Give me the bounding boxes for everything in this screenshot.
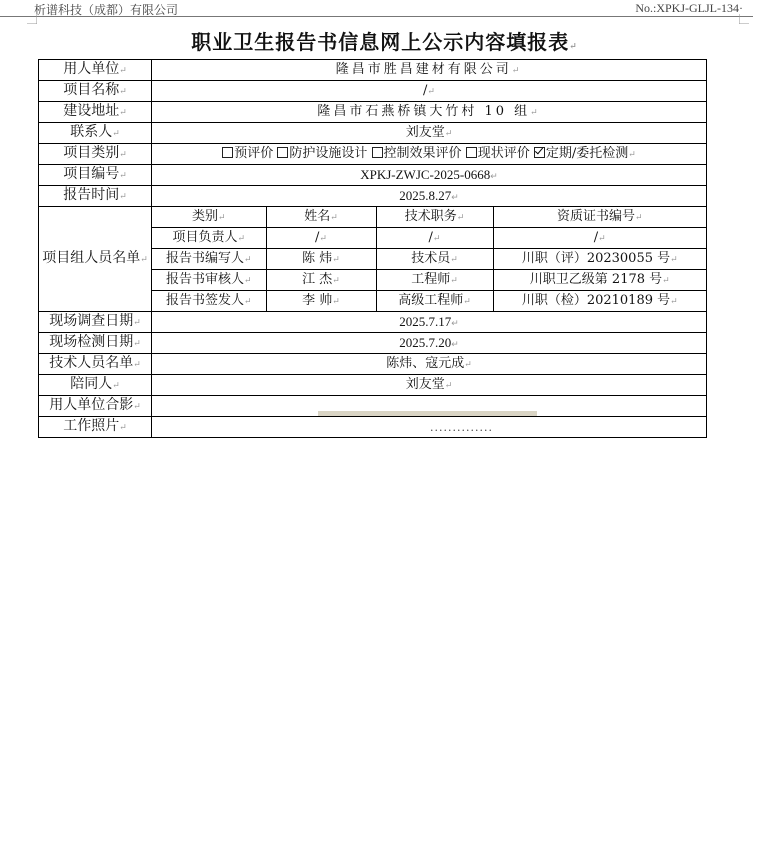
test-date-label: 现场检测日期↵: [39, 333, 152, 354]
row-survey-date: [39, 312, 707, 333]
option-periodic-testing[interactable]: 定期/委托检测: [534, 146, 628, 161]
row-category: [39, 144, 707, 165]
option-protection-design[interactable]: 防护设施设计: [277, 146, 367, 161]
team-cell: [152, 207, 707, 312]
member-cert[interactable]: 川职（检）20210189 号↵: [493, 291, 706, 312]
document-number: No.:XPKJ-GLJL-134·: [635, 1, 743, 15]
team-label: 项目组人员名单↵: [39, 207, 152, 312]
team-row: [152, 228, 706, 249]
work-photos-label: 工作照片↵: [39, 417, 152, 438]
member-role: 报告书审核人↵: [152, 270, 266, 291]
member-cert[interactable]: /↵: [493, 228, 706, 249]
header-role: 类别↵: [152, 207, 266, 228]
employer-label: 用人单位↵: [39, 60, 152, 81]
row-group-photo: [39, 396, 707, 417]
member-title[interactable]: 工程师↵: [376, 270, 493, 291]
member-role: 报告书签发人↵: [152, 291, 266, 312]
member-title[interactable]: 技术员↵: [376, 249, 493, 270]
page-title: 职业卫生报告书信息网上公示内容填报表↵: [191, 30, 578, 54]
contact-value[interactable]: 刘友堂↵: [152, 123, 707, 144]
companion-label: 陪同人↵: [39, 375, 152, 396]
row-work-photos: [39, 417, 707, 438]
team-table: [152, 207, 706, 311]
member-role: 项目负责人↵: [152, 228, 266, 249]
project-name-value[interactable]: /↵: [152, 81, 707, 102]
option-control-effect[interactable]: 控制效果评价: [372, 146, 462, 161]
contact-label: 联系人↵: [39, 123, 152, 144]
address-label: 建设地址↵: [39, 102, 152, 123]
row-project-no: [39, 165, 707, 186]
member-title[interactable]: /↵: [376, 228, 493, 249]
employer-value[interactable]: 隆昌市胜昌建材有限公司↵: [152, 60, 707, 81]
option-pre-evaluation[interactable]: 预评价: [222, 146, 273, 161]
group-photo-label: 用人单位合影↵: [39, 396, 152, 417]
tech-staff-label: 技术人员名单↵: [39, 354, 152, 375]
member-role: 报告书编写人↵: [152, 249, 266, 270]
report-date-label: 报告时间↵: [39, 186, 152, 207]
member-title[interactable]: 高级工程师↵: [376, 291, 493, 312]
category-options: 预评价 防护设施设计 控制效果评价 现状评价 定期/委托检测↵: [152, 144, 707, 165]
member-cert[interactable]: 川职（评）20230055 号↵: [493, 249, 706, 270]
header-cert: 资质证书编号↵: [493, 207, 706, 228]
checked-checkbox-icon[interactable]: [534, 147, 545, 158]
row-employer: [39, 60, 707, 81]
row-test-date: [39, 333, 707, 354]
team-row: [152, 270, 706, 291]
option-status-evaluation[interactable]: 现状评价: [466, 146, 530, 161]
row-project-name: [39, 81, 707, 102]
test-date-value[interactable]: 2025.7.20↵: [152, 333, 707, 354]
team-row: [152, 291, 706, 312]
project-name-label: 项目名称↵: [39, 81, 152, 102]
group-photo-cell: [152, 396, 707, 417]
crop-mark-icon: [739, 14, 749, 24]
checkbox-icon[interactable]: [466, 147, 477, 158]
header-title: 技术职务↵: [376, 207, 493, 228]
header-rule: [0, 16, 753, 17]
companion-value[interactable]: 刘友堂↵: [152, 375, 707, 396]
company-name: 析谱科技（成都）有限公司: [34, 3, 179, 17]
category-label: 项目类别↵: [39, 144, 152, 165]
survey-date-value[interactable]: 2025.7.17↵: [152, 312, 707, 333]
member-name[interactable]: 陈 炜↵: [266, 249, 376, 270]
checkbox-icon[interactable]: [372, 147, 383, 158]
row-contact: [39, 123, 707, 144]
page-header: [0, 0, 769, 16]
row-address: [39, 102, 707, 123]
row-companion: [39, 375, 707, 396]
team-header-row: [152, 207, 706, 228]
checkbox-icon[interactable]: [222, 147, 233, 158]
tech-staff-value[interactable]: 陈炜、寇元成↵: [152, 354, 707, 375]
dotted-leader: ··············: [430, 424, 493, 437]
member-name[interactable]: 江 杰↵: [266, 270, 376, 291]
header-name: 姓名↵: [266, 207, 376, 228]
member-name[interactable]: 李 帅↵: [266, 291, 376, 312]
disclosure-form-table: [38, 59, 707, 438]
project-no-value[interactable]: XPKJ-ZWJC-2025-0668↵: [152, 165, 707, 186]
address-value[interactable]: 隆昌市石燕桥镇大竹村 10 组↵: [152, 102, 707, 123]
member-name[interactable]: /↵: [266, 228, 376, 249]
crop-mark-icon: [27, 14, 37, 24]
project-no-label: 项目编号↵: [39, 165, 152, 186]
checkbox-icon[interactable]: [277, 147, 288, 158]
member-cert[interactable]: 川职卫乙级第 2178 号↵: [493, 270, 706, 291]
work-photos-cell: [152, 417, 707, 438]
team-row: [152, 249, 706, 270]
row-tech-staff: [39, 354, 707, 375]
survey-date-label: 现场调查日期↵: [39, 312, 152, 333]
row-team: [39, 207, 707, 312]
report-date-value[interactable]: 2025.8.27↵: [152, 186, 707, 207]
row-report-date: [39, 186, 707, 207]
